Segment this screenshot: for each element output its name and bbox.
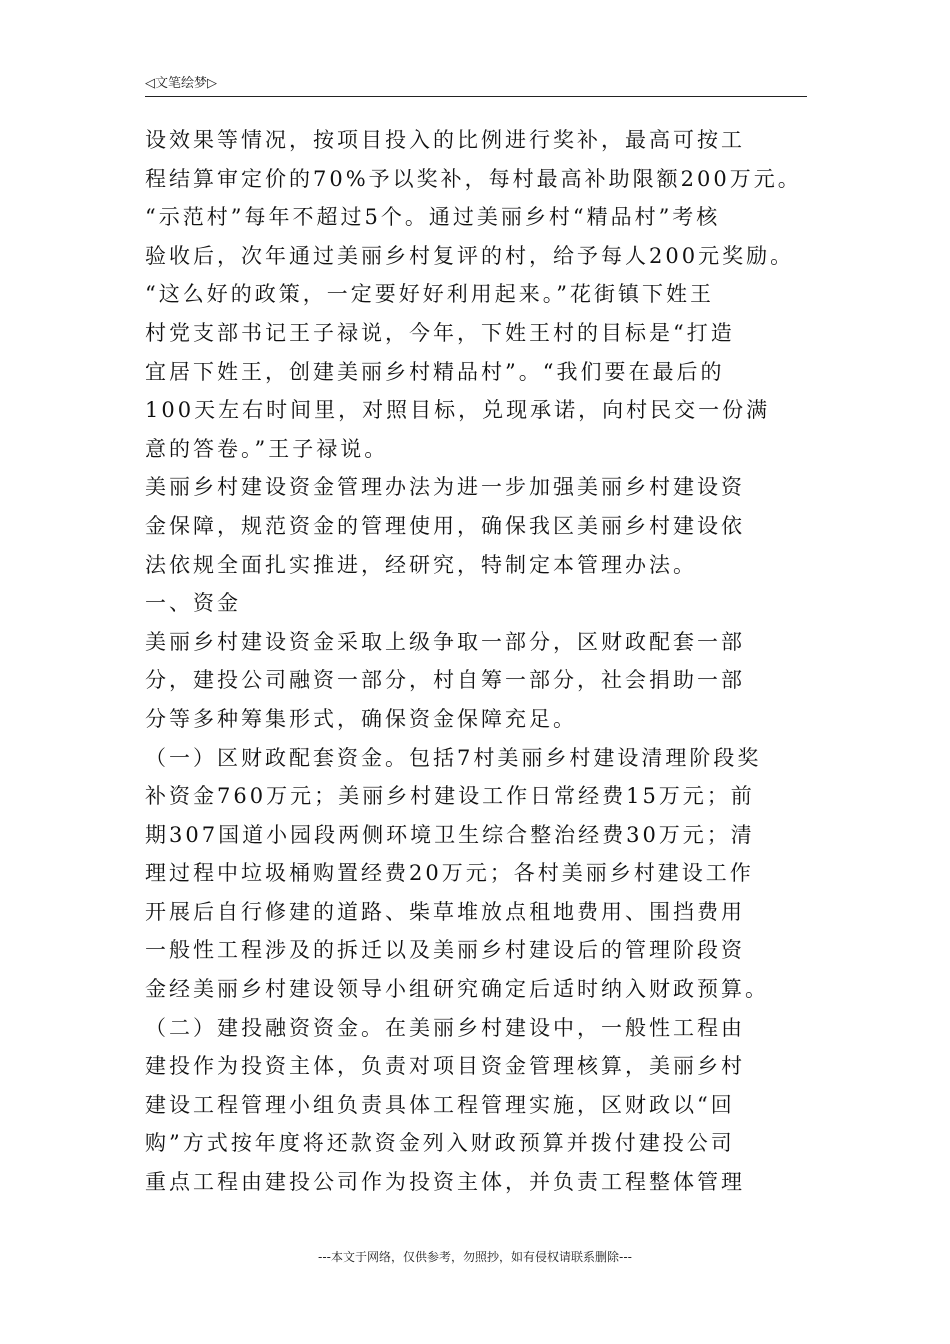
text-line: “这么好的政策，一定要好好利用起来。”花街镇下姓王 bbox=[145, 282, 714, 307]
text-line: 期307国道小园段两侧环境卫生综合整治经费30万元；清 bbox=[145, 822, 755, 847]
text-line: 重点工程由建投公司作为投资主体，并负责工程整体管理 bbox=[145, 1170, 745, 1195]
page-footer: ---本文于网络，仅供参考，勿照抄，如有侵权请联系删除--- bbox=[318, 1250, 632, 1264]
text-line: 金保障，规范资金的管理使用，确保我区美丽乡村建设依 bbox=[145, 513, 745, 538]
text-line: 设效果等情况，按项目投入的比例进行奖补，最高可按工 bbox=[145, 128, 745, 152]
text-line: 金经美丽乡村建设领导小组研究确定后适时纳入财政预算。 bbox=[145, 977, 769, 1002]
text-line: 程结算审定价的70%予以奖补，每村最高补助限额200万元。 bbox=[145, 166, 802, 191]
text-line: 宜居下姓王，创建美丽乡村精品村”。“我们要在最后的 bbox=[145, 359, 725, 384]
text-line: 意的答卷。”王子禄说。 bbox=[145, 436, 389, 461]
text-line: （一）区财政配套资金。包括7村美丽乡村建设清理阶段奖 bbox=[145, 745, 762, 770]
text-line: 一般性工程涉及的拆迁以及美丽乡村建设后的管理阶段资 bbox=[145, 938, 745, 963]
text-line: 分，建投公司融资一部分，村自筹一部分，社会捐助一部 bbox=[145, 668, 745, 693]
text-line: 美丽乡村建设资金管理办法为进一步加强美丽乡村建设资 bbox=[145, 475, 745, 500]
text-line: 法依规全面扎实推进，经研究，特制定本管理办法。 bbox=[145, 552, 697, 577]
text-line: 购”方式按年度将还款资金列入财政预算并拨付建投公司 bbox=[145, 1131, 735, 1156]
section-heading: 一、资金 bbox=[145, 591, 241, 616]
text-line: （二）建投融资资金。在美丽乡村建设中，一般性工程由 bbox=[145, 1015, 745, 1040]
text-line: 验收后，次年通过美丽乡村复评的村，给予每人200元奖励。 bbox=[145, 243, 795, 268]
text-line: 美丽乡村建设资金采取上级争取一部分，区财政配套一部 bbox=[145, 629, 745, 654]
text-line: 建设工程管理小组负责具体工程管理实施，区财政以“回 bbox=[145, 1092, 735, 1117]
text-line: 理过程中垃圾桶购置经费20万元；各村美丽乡村建设工作 bbox=[145, 861, 754, 886]
header-brand: ◁文笔绘梦▷ bbox=[145, 76, 217, 91]
text-line: 建投作为投资主体，负责对项目资金管理核算，美丽乡村 bbox=[145, 1054, 745, 1079]
text-line: 补资金760万元；美丽乡村建设工作日常经费15万元；前 bbox=[145, 784, 755, 809]
text-line: 分等多种筹集形式，确保资金保障充足。 bbox=[145, 706, 577, 731]
text-line: 100天左右时间里，对照目标，兑现承诺，向村民交一份满 bbox=[145, 398, 771, 423]
document-body bbox=[145, 121, 815, 1202]
text-line: “示范村”每年不超过5个。通过美丽乡村“精品村”考核 bbox=[145, 205, 721, 230]
page-header bbox=[145, 74, 807, 97]
text-line: 开展后自行修建的道路、柴草堆放点租地费用、围挡费用 bbox=[145, 899, 745, 924]
text-line: 村党支部书记王子禄说，今年，下姓王村的目标是“打造 bbox=[145, 320, 735, 345]
